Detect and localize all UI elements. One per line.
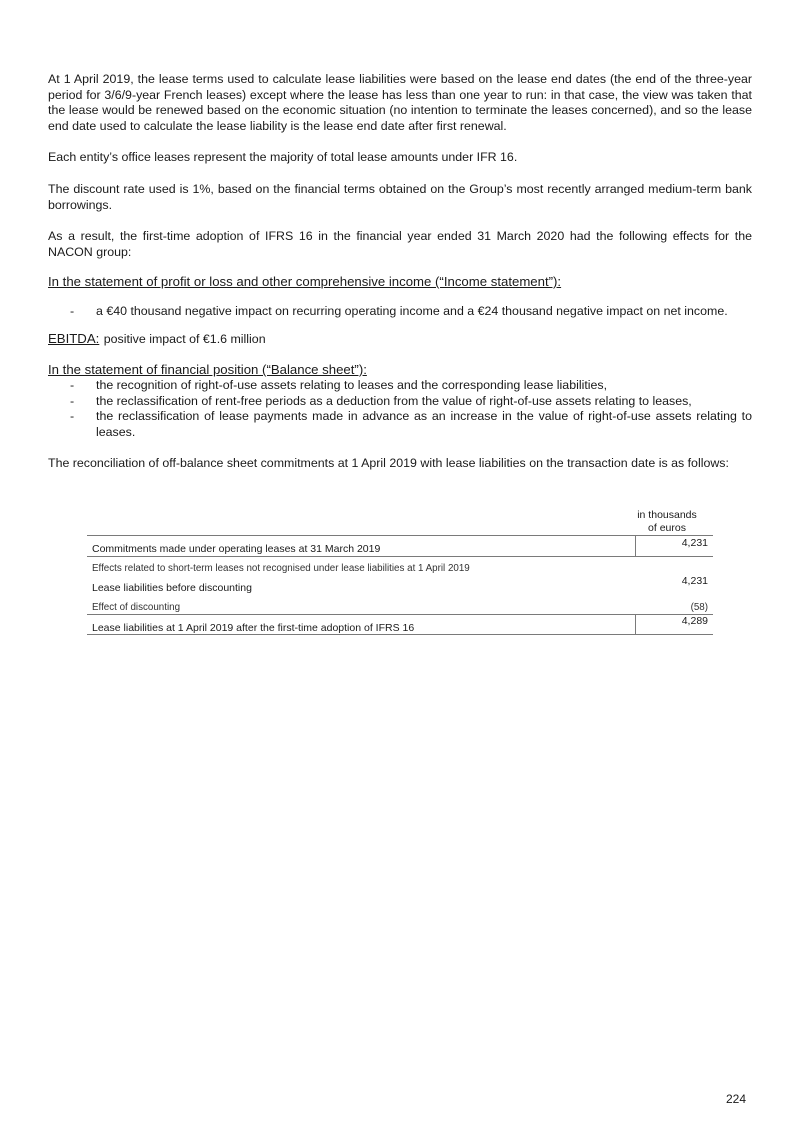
table-column-header: in thousands of euros [637, 509, 697, 534]
table-row: Lease liabilities before discounting 4,231 [92, 575, 708, 594]
paragraph-reconciliation: The reconciliation of off-balance sheet commitments at 1 April 2019 with lease liabilities on the transaction date is as follows: [48, 456, 729, 471]
ebitda-text: positive impact of €1.6 million [103, 331, 266, 346]
balance-sheet-heading: In the statement of financial position (“Balance sheet”): [48, 361, 367, 377]
income-statement-heading: In the statement of profit or loss and other comprehensive income (“Income statement”): [48, 274, 562, 290]
table-rule [87, 634, 713, 635]
table-row: Effect of discounting (58) [92, 602, 708, 613]
income-statement-list [48, 304, 752, 320]
list-item: - the reclassification of lease payments made in advance as an increase in the value of right-of-use assets relating to leases. [70, 409, 752, 439]
paragraph-discount-rate: The discount rate used is 1%, based on the financial terms obtained on the Group’s most recently arranged medium-term bank borrowings. [48, 181, 752, 212]
ebitda-line [48, 330, 752, 348]
ebitda-label: EBITDA: [48, 330, 100, 346]
balance-sheet-list [48, 378, 752, 440]
page-number: 224 [725, 1092, 746, 1106]
paragraph-lease-terms: At 1 April 2019, the lease terms used to calculate lease liabilities were based on the lease end dates (the end of the three-year period for 3/6/9-year French leases) except where the lease has less than one year to run: in that case, the view was taken that the lease would be renewed based on the economic situation (no intention to terminate the leases concerned), and so the lease end date used to calculate the lease liability is the lease end date after first renewal. [48, 72, 752, 133]
paragraph-office-leases: Each entity’s office leases represent the majority of total lease amounts under IFR 16. [48, 150, 518, 165]
list-item: - a €40 thousand negative impact on recurring operating income and a €24 thousand negative impact on net income. [70, 304, 728, 319]
list-item: - the reclassification of rent-free periods as a deduction from the value of right-of-use assets relating to leases, [70, 393, 692, 408]
table-row: Effects related to short-term leases not recognised under lease liabilities at 1 April 2019 [92, 563, 470, 574]
table-rule [87, 556, 713, 557]
table-row: Lease liabilities at 1 April 2019 after the first-time adoption of IFRS 16 4,289 [92, 615, 708, 634]
paragraph-first-time-adoption: As a result, the first-time adoption of IFRS 16 in the financial year ended 31 March 2020 had the following effects for the NACON group: [48, 229, 752, 259]
list-item: - the recognition of right-of-use assets relating to leases and the corresponding lease liabilities, [70, 377, 608, 392]
document-body [48, 72, 752, 472]
table-row: Commitments made under operating leases at 31 March 2019 4,231 [92, 537, 708, 555]
table-rule [87, 535, 713, 536]
